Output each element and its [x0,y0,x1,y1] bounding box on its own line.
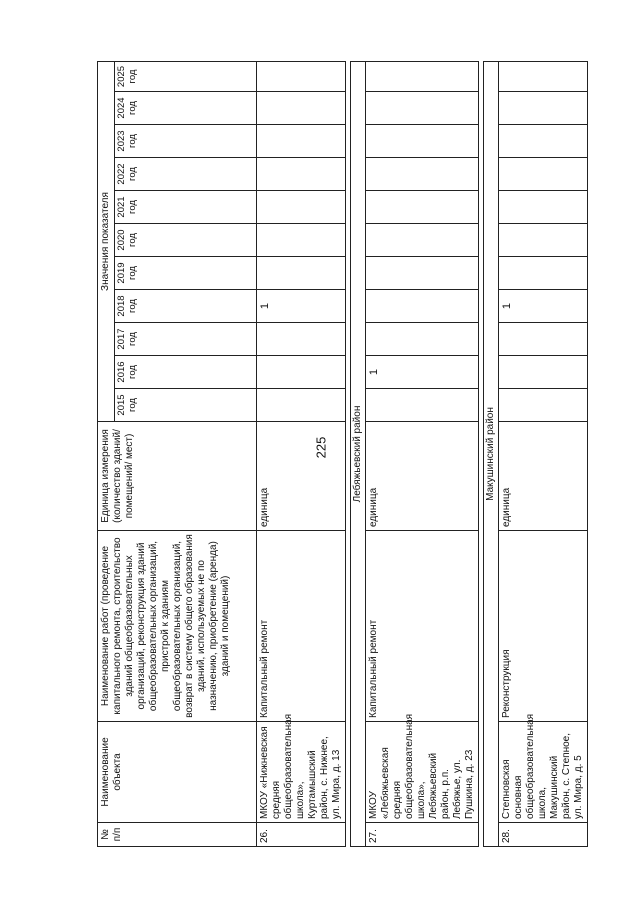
value-cell [257,356,346,389]
header-year: 2015 год [115,389,257,422]
value-cell [366,224,479,257]
region-label: Лебяжьевский район [351,62,366,847]
value-cell [499,191,588,224]
value-cell [366,323,479,356]
work-type: Реконструкция [499,531,588,722]
unit: единица [499,422,588,531]
header-object-name: Наименование объекта [98,722,257,823]
value-cell [366,290,479,323]
header-year: 2017 год [115,323,257,356]
object-name: МКОУ «Нижневская средняя общеобразовательная школа», Куртамышский район, с. Нижнее, ул. Мира, д. 13 [257,722,346,823]
row-num: 26. [257,823,346,847]
row-num: 27. [366,823,479,847]
header-year: 2019 год [115,257,257,290]
header-year: 2020 год [115,224,257,257]
work-type: Капитальный ремонт [257,531,346,722]
table-row [257,62,346,847]
value-cell [366,158,479,191]
value-cell [257,62,346,92]
work-type: Капитальный ремонт [366,531,479,722]
value-cell: 1 [366,356,479,389]
value-cell [257,224,346,257]
header-year: 2023 год [115,125,257,158]
value-cell: 1 [499,290,588,323]
unit: единица [257,422,346,531]
header-num: № п/п [98,823,257,847]
row-num: 28. [499,823,588,847]
value-cell [499,389,588,422]
value-cell [499,62,588,92]
header-year: 2021 год [115,191,257,224]
value-cell [499,356,588,389]
region-row [351,62,366,847]
value-cell [499,257,588,290]
region-label: Макушинский район [484,62,499,847]
value-cell [366,389,479,422]
indicator-table [97,61,588,847]
value-cell [257,191,346,224]
value-cell [366,191,479,224]
region-row [484,62,499,847]
header-year: 2024 год [115,92,257,125]
value-cell [499,125,588,158]
value-cell [499,158,588,191]
value-cell [257,257,346,290]
value-cell [257,389,346,422]
value-cell [257,323,346,356]
header-year: 2025 год [115,62,257,92]
value-cell [366,257,479,290]
page-number: 225 [313,436,329,459]
table-row [366,62,479,847]
unit: единица [366,422,479,531]
value-cell [499,92,588,125]
table-row [499,62,588,847]
header-year: 2022 год [115,158,257,191]
header-unit: Единица измерения (количество зданий/ помещений/ мест) [98,422,257,531]
value-cell [499,323,588,356]
object-name: Степновская основная общеобразовательная школа, Макушинский район, с. Степное, ул. Мира, д. 5 [499,722,588,823]
header-values: Значения показателя [98,62,115,422]
value-cell [257,92,346,125]
value-cell [257,125,346,158]
value-cell [499,224,588,257]
value-cell: 1 [257,290,346,323]
value-cell [366,92,479,125]
object-name: МКОУ «Лебяжьевская средняя общеобразовательная школа», Лебяжьевский район, р.п. Лебяжье, ул. Пушкина, д. 23 [366,722,479,823]
value-cell [366,125,479,158]
header-work-type: Наименование работ (проведение капитального ремонта, строительство зданий общеобразовательных организаций, реконструкция зданий общеобразовательных организаций, пристрой к зданиям общеобразовательных организаций, возврат в систему общего образования зданий, используемых не по назначению, приобретение (аренда) зданий и помещений) [98,531,257,722]
header-year: 2018 год [115,290,257,323]
value-cell [366,62,479,92]
value-cell [257,158,346,191]
rotated-table-sheet [97,62,584,847]
header-year: 2016 год [115,356,257,389]
